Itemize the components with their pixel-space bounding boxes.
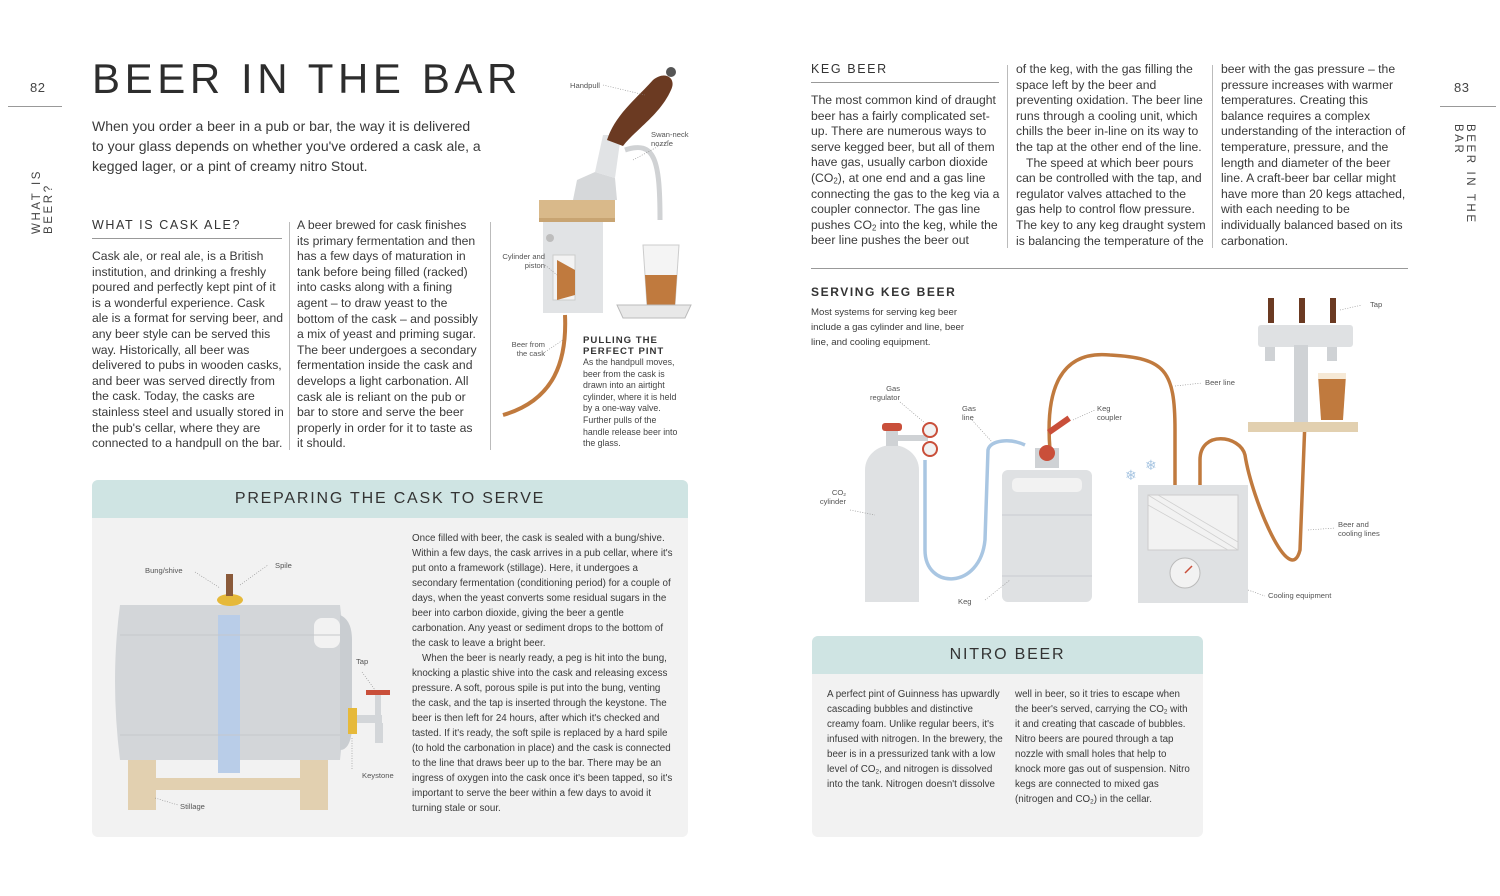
- cask-heading-rule: [92, 238, 282, 239]
- prep-cask-banner: PREPARING THE CASK TO SERVE: [92, 480, 688, 518]
- side-label-left: WHAT IS BEER?: [31, 168, 55, 234]
- keystone: [348, 708, 357, 734]
- cask-tap: [357, 715, 382, 723]
- label-keg: Keg: [958, 597, 972, 606]
- keg-heading-rule: [811, 82, 999, 83]
- bar-counter: [1248, 422, 1358, 432]
- label-co2-cylinder: $CO_2$ cylinder: [819, 488, 846, 506]
- column-divider: [1212, 65, 1213, 248]
- pint-caption-title: PULLING THE PERFECT PINT: [583, 335, 665, 357]
- keg-beer-column-3: beer with the gas pressure – the pressure increases with warmer temperatures. Creating this balance requires a complex understanding of the interaction of temperature, pressure, and the length and diameter of the beer line. A craft-beer bar cellar might have more than 20 kegs attached, with each needing to be individually balanced based on its carbonation.: [1221, 62, 1406, 248]
- label-beer-from-cask: Beer from the cask: [511, 340, 545, 358]
- co2-cylinder: [865, 445, 919, 602]
- keg-beer-heading: KEG BEER: [811, 62, 888, 76]
- column-divider: [1007, 65, 1008, 248]
- label-tap-keg: Tap: [1370, 300, 1383, 309]
- beer-line: [503, 315, 565, 415]
- label-tap-cask: Tap: [356, 657, 369, 666]
- keg-pint-glass: [1318, 375, 1346, 420]
- page-number-rule: [8, 106, 62, 107]
- cask-ale-column-1: Cask ale, or real ale, is a British institution, and drinking a freshly poured and perfectly kept pint of it is a wonderful experience. Cask ale is a format for serving beer, and any beer style can be served this way. Historically, all beer was delivered to pubs in wooden casks, and beer was served directly from the cask. Today, the casks are stainless steel and usually stored in the pub's cellar, where they are connected to a handpull on the bar.: [92, 249, 284, 451]
- swan-neck: [625, 148, 660, 220]
- column-divider: [289, 222, 290, 450]
- side-label-right: BEER IN THE BAR: [1452, 124, 1476, 225]
- label-stillage: Stillage: [180, 802, 205, 811]
- serving-keg-heading: SERVING KEG BEER: [811, 285, 957, 299]
- label-bung: Bung/shive: [145, 566, 183, 575]
- snowflake-icon: ❄: [1125, 468, 1137, 484]
- prep-para-1: Once filled with beer, the cask is sealed with a bung/shive. Within a few days, the cask arrives in a pub cellar, where it's put onto a framework (stillage). Here, it undergoes a secondary fermentation (conditioning period) for a couple of days, when the yeast converts some residual sugars in the beer into carbon dioxide, giving the beer a gentle carbonation. Any yeast or sediment drops to the bottom of the cask to leave a bright beer.: [412, 533, 673, 649]
- nitro-column-1: A perfect pint of Guinness has upwardly cascading bubbles and distinctive creamy foam. Unlike regular beers, it's infused with nitrogen. In the brewery, the beer is in a pressurized tank with a low level of $CO_2$, and nitrogen is dissolved into the tank. Nitrogen doesn't dissolve: [827, 689, 1003, 790]
- label-spile: Spile: [275, 561, 292, 570]
- label-beer-line: Beer line: [1205, 378, 1235, 387]
- snowflake-icon: ❄: [1145, 458, 1157, 474]
- page-number-rule: [1440, 106, 1496, 107]
- drip-tray: [617, 305, 691, 318]
- label-keystone: Keystone: [362, 771, 394, 780]
- page-title: BEER IN THE BAR: [92, 55, 522, 102]
- pint-caption-body: As the handpull moves, beer from the cask is drawn into an airtight cylinder, where it is held by a one-way valve. Further pulls of the handle release beer into the glass.: [583, 357, 678, 449]
- label-swan-neck: Swan-neck nozzle: [651, 130, 689, 148]
- cask-ale-column-2: A beer brewed for cask finishes its primary fermentation and then has a few days of maturation in tank before being filled (racked) into casks along with a fining agent – to draw yeast to the bottom of the cask – and possibly a mix of yeast and priming sugar. The beer undergoes a secondary fermentation inside the cask and develops a light carbonation. All cask ale is reliant on the pub or bar to store and serve the beer properly in order for it to taste as it should.: [297, 218, 478, 451]
- keg-coupler: [1039, 445, 1055, 461]
- label-handpull: Handpull: [570, 81, 600, 90]
- prep-cask-text: [412, 531, 676, 816]
- keg-beer-column-2: of the keg, with the gas filling the space left by the beer and preventing oxidation. The beer line runs through a cooling unit, which chills the beer in-line on its way to the tap at the other end of the line. The speed at which beer pours can be controlled with the tap, and regulator valves attached to the gas help to control flow pressure. The key to any keg draught system is balancing the temperature of the: [1016, 62, 1206, 248]
- section-rule: [811, 268, 1408, 269]
- page-number-left: 82: [30, 80, 46, 95]
- gas-regulator: [923, 423, 937, 437]
- nitro-banner: NITRO BEER: [812, 636, 1203, 674]
- keg-beer-column-1: The most common kind of draught beer has a fairly complicated set-up. There are numerous ways to serve kegged beer, but all of them have gas, usually carbon dioxide $(CO_2)$, at one end and a gas line connecting the gas to the keg via a coupler connector. The gas line pushes $CO_2$ into the keg, while the beer line pushes the beer out: [811, 93, 1000, 248]
- cask-ale-heading: WHAT IS CASK ALE?: [92, 218, 242, 232]
- cask-illustration: [100, 560, 400, 820]
- label-cooling-equipment: Cooling equipment: [1268, 591, 1332, 600]
- keg-system-illustration: [820, 280, 1383, 620]
- column-divider: [490, 222, 491, 450]
- nitro-column-2: well in beer, so it tries to escape when the beer's served, carrying the $CO_2$ with it and creating that cascade of bubbles. Nitro beers are poured through a tap nozzle with small holes that help to knock more gas out of suspension. Nitro kegs are connected to mixed gas (nitrogen and $CO_2$) in the cellar.: [1015, 689, 1190, 806]
- label-cylinder: Cylinder and piston: [502, 252, 545, 270]
- label-gas-line: Gas line: [962, 404, 976, 422]
- label-beer-cooling-lines: Beer and cooling lines: [1338, 520, 1380, 538]
- tap-tower: [1258, 325, 1353, 347]
- label-gas-regulator: Gas regulator: [870, 384, 900, 402]
- beer-column: [218, 615, 240, 773]
- intro-paragraph: When you order a beer in a pub or bar, the way it is delivered to your glass depends on whether you've ordered a cask ale, a kegged lager, or a pint of creamy nitro Stout.: [92, 118, 481, 174]
- label-keg-coupler: Keg coupler: [1097, 404, 1122, 422]
- pint-caption: [583, 335, 678, 450]
- spile: [226, 574, 233, 596]
- page-number-right: 83: [1454, 80, 1470, 95]
- prep-para-2: When the beer is nearly ready, a peg is hit into the bung, knocking a plastic shive into the cask and releasing excess pressure. A soft, porous spile is put into the bung, venting the cask, and the tap is inserted through the keystone. The beer is then left for 24 hours, after which it's checked and tasted. If it's ready, the soft spile is replaced by a hard spile (to hold the carbonation in place) and the cask is connected to the line that draws beer up to the bar. There may be an ingress of oxygen into the cask once it's been tapped, so it's important to serve the beer within a few days to avoid it turning stale or sour.: [412, 653, 673, 814]
- serving-keg-intro: Most systems for serving keg beer include a gas cylinder and line, beer line, and cooling equipment.: [811, 307, 965, 348]
